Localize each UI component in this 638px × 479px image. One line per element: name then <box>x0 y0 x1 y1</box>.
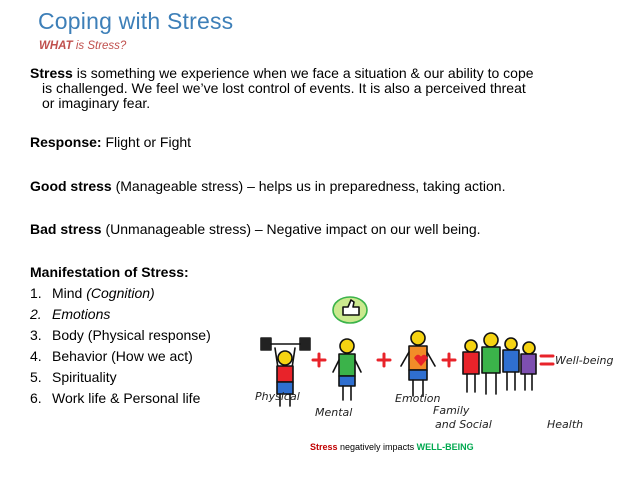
list-num: 2. <box>30 306 42 322</box>
response-label: Response: <box>30 134 102 150</box>
list-item <box>30 285 211 306</box>
intro-line1: is something we experience when we face a situation & our ability to cope <box>72 65 534 81</box>
manifestation-title: Manifestation of Stress: <box>30 264 189 280</box>
list-text: Behavior (How we act) <box>52 348 193 364</box>
list-item <box>30 306 211 327</box>
list-extra: (Cognition) <box>86 285 155 301</box>
caption-middle: negatively impacts <box>337 442 417 452</box>
label-physical: Physical <box>255 390 300 403</box>
label-and-social: and Social <box>435 418 492 431</box>
caption-stress: Stress <box>310 442 338 452</box>
list-text: Body (Physical response) <box>52 327 211 343</box>
list-num: 5. <box>30 369 42 385</box>
label-family: Family <box>433 404 470 417</box>
list-text: Mind <box>52 285 87 301</box>
intro-line3: or imaginary fear. <box>42 95 151 111</box>
plus-icon <box>443 354 455 366</box>
slide-subtitle <box>39 40 126 52</box>
illustration-caption <box>310 442 474 452</box>
caption-wellbeing: WELL-BEING <box>416 442 474 452</box>
equals-icon <box>541 356 553 364</box>
label-mental: Mental <box>315 406 353 419</box>
subtitle-rest: is Stress? <box>72 40 127 52</box>
bad-stress-label: Bad stress <box>30 221 102 237</box>
list-text: Spirituality <box>52 369 117 385</box>
response-text: Flight or Fight <box>101 134 192 150</box>
list-num: 3. <box>30 327 42 343</box>
list-num: 4. <box>30 348 42 364</box>
label-well-being: Well-being <box>555 354 614 367</box>
mental-figure <box>333 297 367 400</box>
emotion-figure <box>401 331 435 396</box>
plus-icon <box>313 354 325 366</box>
bad-stress-paragraph <box>30 221 481 237</box>
list-item <box>30 390 211 411</box>
label-health: Health <box>547 418 584 431</box>
manifestation-heading <box>30 264 189 280</box>
intro-bold: Stress <box>30 65 73 81</box>
list-text: Emotions <box>52 306 111 322</box>
response-paragraph <box>30 134 191 150</box>
family-group <box>463 333 536 394</box>
bad-stress-text: (Unmanageable stress) – Negative impact on our well being. <box>101 221 481 237</box>
list-item <box>30 327 211 348</box>
good-stress-paragraph <box>30 178 505 194</box>
subtitle-strong: WHAT <box>39 40 73 52</box>
intro-paragraph <box>30 66 620 111</box>
plus-icon <box>378 354 390 366</box>
wellbeing-illustration <box>255 288 615 438</box>
intro-line2: is challenged. We feel we’ve lost control of events. It is also a perceived threat <box>42 80 526 96</box>
list-num: 6. <box>30 390 42 406</box>
good-stress-label: Good stress <box>30 178 112 194</box>
label-emotion: Emotion <box>395 392 441 405</box>
list-item <box>30 369 211 390</box>
slide-title: Coping with Stress <box>38 8 234 34</box>
good-stress-text: (Manageable stress) – helps us in preparedness, taking action. <box>111 178 506 194</box>
list-item <box>30 348 211 369</box>
list-text: Work life & Personal life <box>52 390 201 406</box>
manifestation-list <box>30 285 211 411</box>
list-num: 1. <box>30 285 42 301</box>
